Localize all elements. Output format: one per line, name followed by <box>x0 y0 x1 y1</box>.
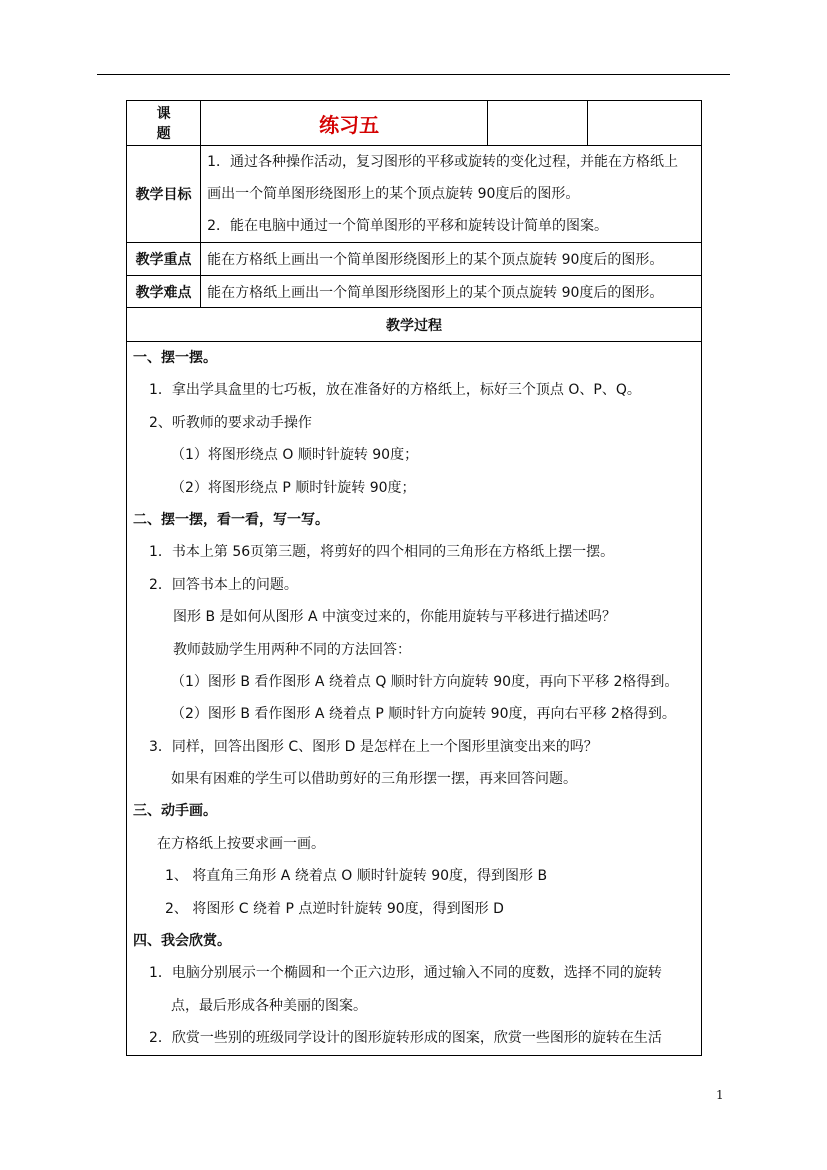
section-heading: 三、动手画。 <box>133 803 217 820</box>
process-line: 1．电脑分别展示一个椭圆和一个正六边形，通过输入不同的度数，选择不同的旋转 <box>149 965 662 982</box>
process-header-row <box>127 308 702 342</box>
process-line: 图形 B 是如何从图形 A 中演变过来的，你能用旋转与平移进行描述吗？ <box>173 609 616 626</box>
lesson-plan-table <box>126 100 702 1056</box>
process-line: 3．同样，回答出图形 C、图形 D 是怎样在上一个图形里演变出来的吗？ <box>149 738 598 755</box>
empty-cell-1 <box>487 101 587 146</box>
process-body <box>127 342 702 1056</box>
goal-line: 2．能在电脑中通过一个简单图形的平移和旋转设计简单的图案。 <box>207 218 609 234</box>
key-point-row <box>127 243 702 276</box>
process-line: （1）将图形绕点 O 顺时针旋转 90度； <box>171 447 419 464</box>
process-line: 2、听教师的要求动手操作 <box>149 414 312 431</box>
empty-cell-2 <box>587 101 701 146</box>
process-line: 2．欣赏一些别的班级同学设计的图形旋转形成的图案，欣赏一些图形的旋转在生活 <box>149 1030 662 1047</box>
goals-label: 教学目标 <box>127 146 201 243</box>
section-heading: 四、我会欣赏。 <box>133 933 231 950</box>
goals-row <box>127 146 702 243</box>
process-line: 在方格纸上按要求画一画。 <box>157 835 325 852</box>
header-rule <box>97 74 730 75</box>
process-line: 1．书本上第 56页第三题，将剪好的四个相同的三角形在方格纸上摆一摆。 <box>149 544 615 561</box>
difficulty-text: 能在方格纸上画出一个简单图形绕图形上的某个顶点旋转 90度后的图形。 <box>201 276 702 308</box>
topic-label: 课题 <box>127 101 201 146</box>
lesson-title: 练习五 <box>201 101 487 146</box>
process-line: 2．回答书本上的问题。 <box>149 576 298 593</box>
process-line: （2）将图形绕点 P 顺时针旋转 90度； <box>171 479 416 496</box>
process-line: （2）图形 B 看作图形 A 绕着点 P 顺时针方向旋转 90度，再向右平移 2格得到。 <box>171 706 676 723</box>
section-heading: 二、摆一摆，看一看，写一写。 <box>133 511 329 528</box>
key-point-text: 能在方格纸上画出一个简单图形绕图形上的某个顶点旋转 90度后的图形。 <box>201 243 702 276</box>
key-point-label: 教学重点 <box>127 243 201 276</box>
process-heading: 教学过程 <box>127 308 702 342</box>
process-line: 如果有困难的学生可以借助剪好的三角形摆一摆，再来回答问题。 <box>171 771 577 788</box>
process-line: 2、 将图形 C 绕着 P 点逆时针旋转 90度，得到图形 D <box>165 900 504 917</box>
goal-line: 画出一个简单图形绕图形上的某个顶点旋转 90度后的图形。 <box>207 186 580 202</box>
process-line: 点，最后形成各种美丽的图案。 <box>171 997 367 1014</box>
process-line: 教师鼓励学生用两种不同的方法回答： <box>173 641 411 658</box>
page-number: 1 <box>716 1088 724 1102</box>
difficulty-row <box>127 276 702 308</box>
title-row <box>127 101 702 146</box>
process-line: 1．拿出学具盒里的七巧板，放在准备好的方格纸上，标好三个顶点 O、P、Q。 <box>149 382 641 399</box>
process-line: 1、 将直角三角形 A 绕着点 O 顺时针旋转 90度，得到图形 B <box>165 868 548 885</box>
goal-line: 1．通过各种操作活动，复习图形的平移或旋转的变化过程，并能在方格纸上 <box>207 154 679 170</box>
process-body-row <box>127 342 702 1056</box>
process-line: （1）图形 B 看作图形 A 绕着点 Q 顺时针方向旋转 90度，再向下平移 2格得到。 <box>171 673 679 690</box>
section-heading: 一、摆一摆。 <box>133 350 217 366</box>
difficulty-label: 教学难点 <box>127 276 201 308</box>
goals-content <box>201 146 702 243</box>
